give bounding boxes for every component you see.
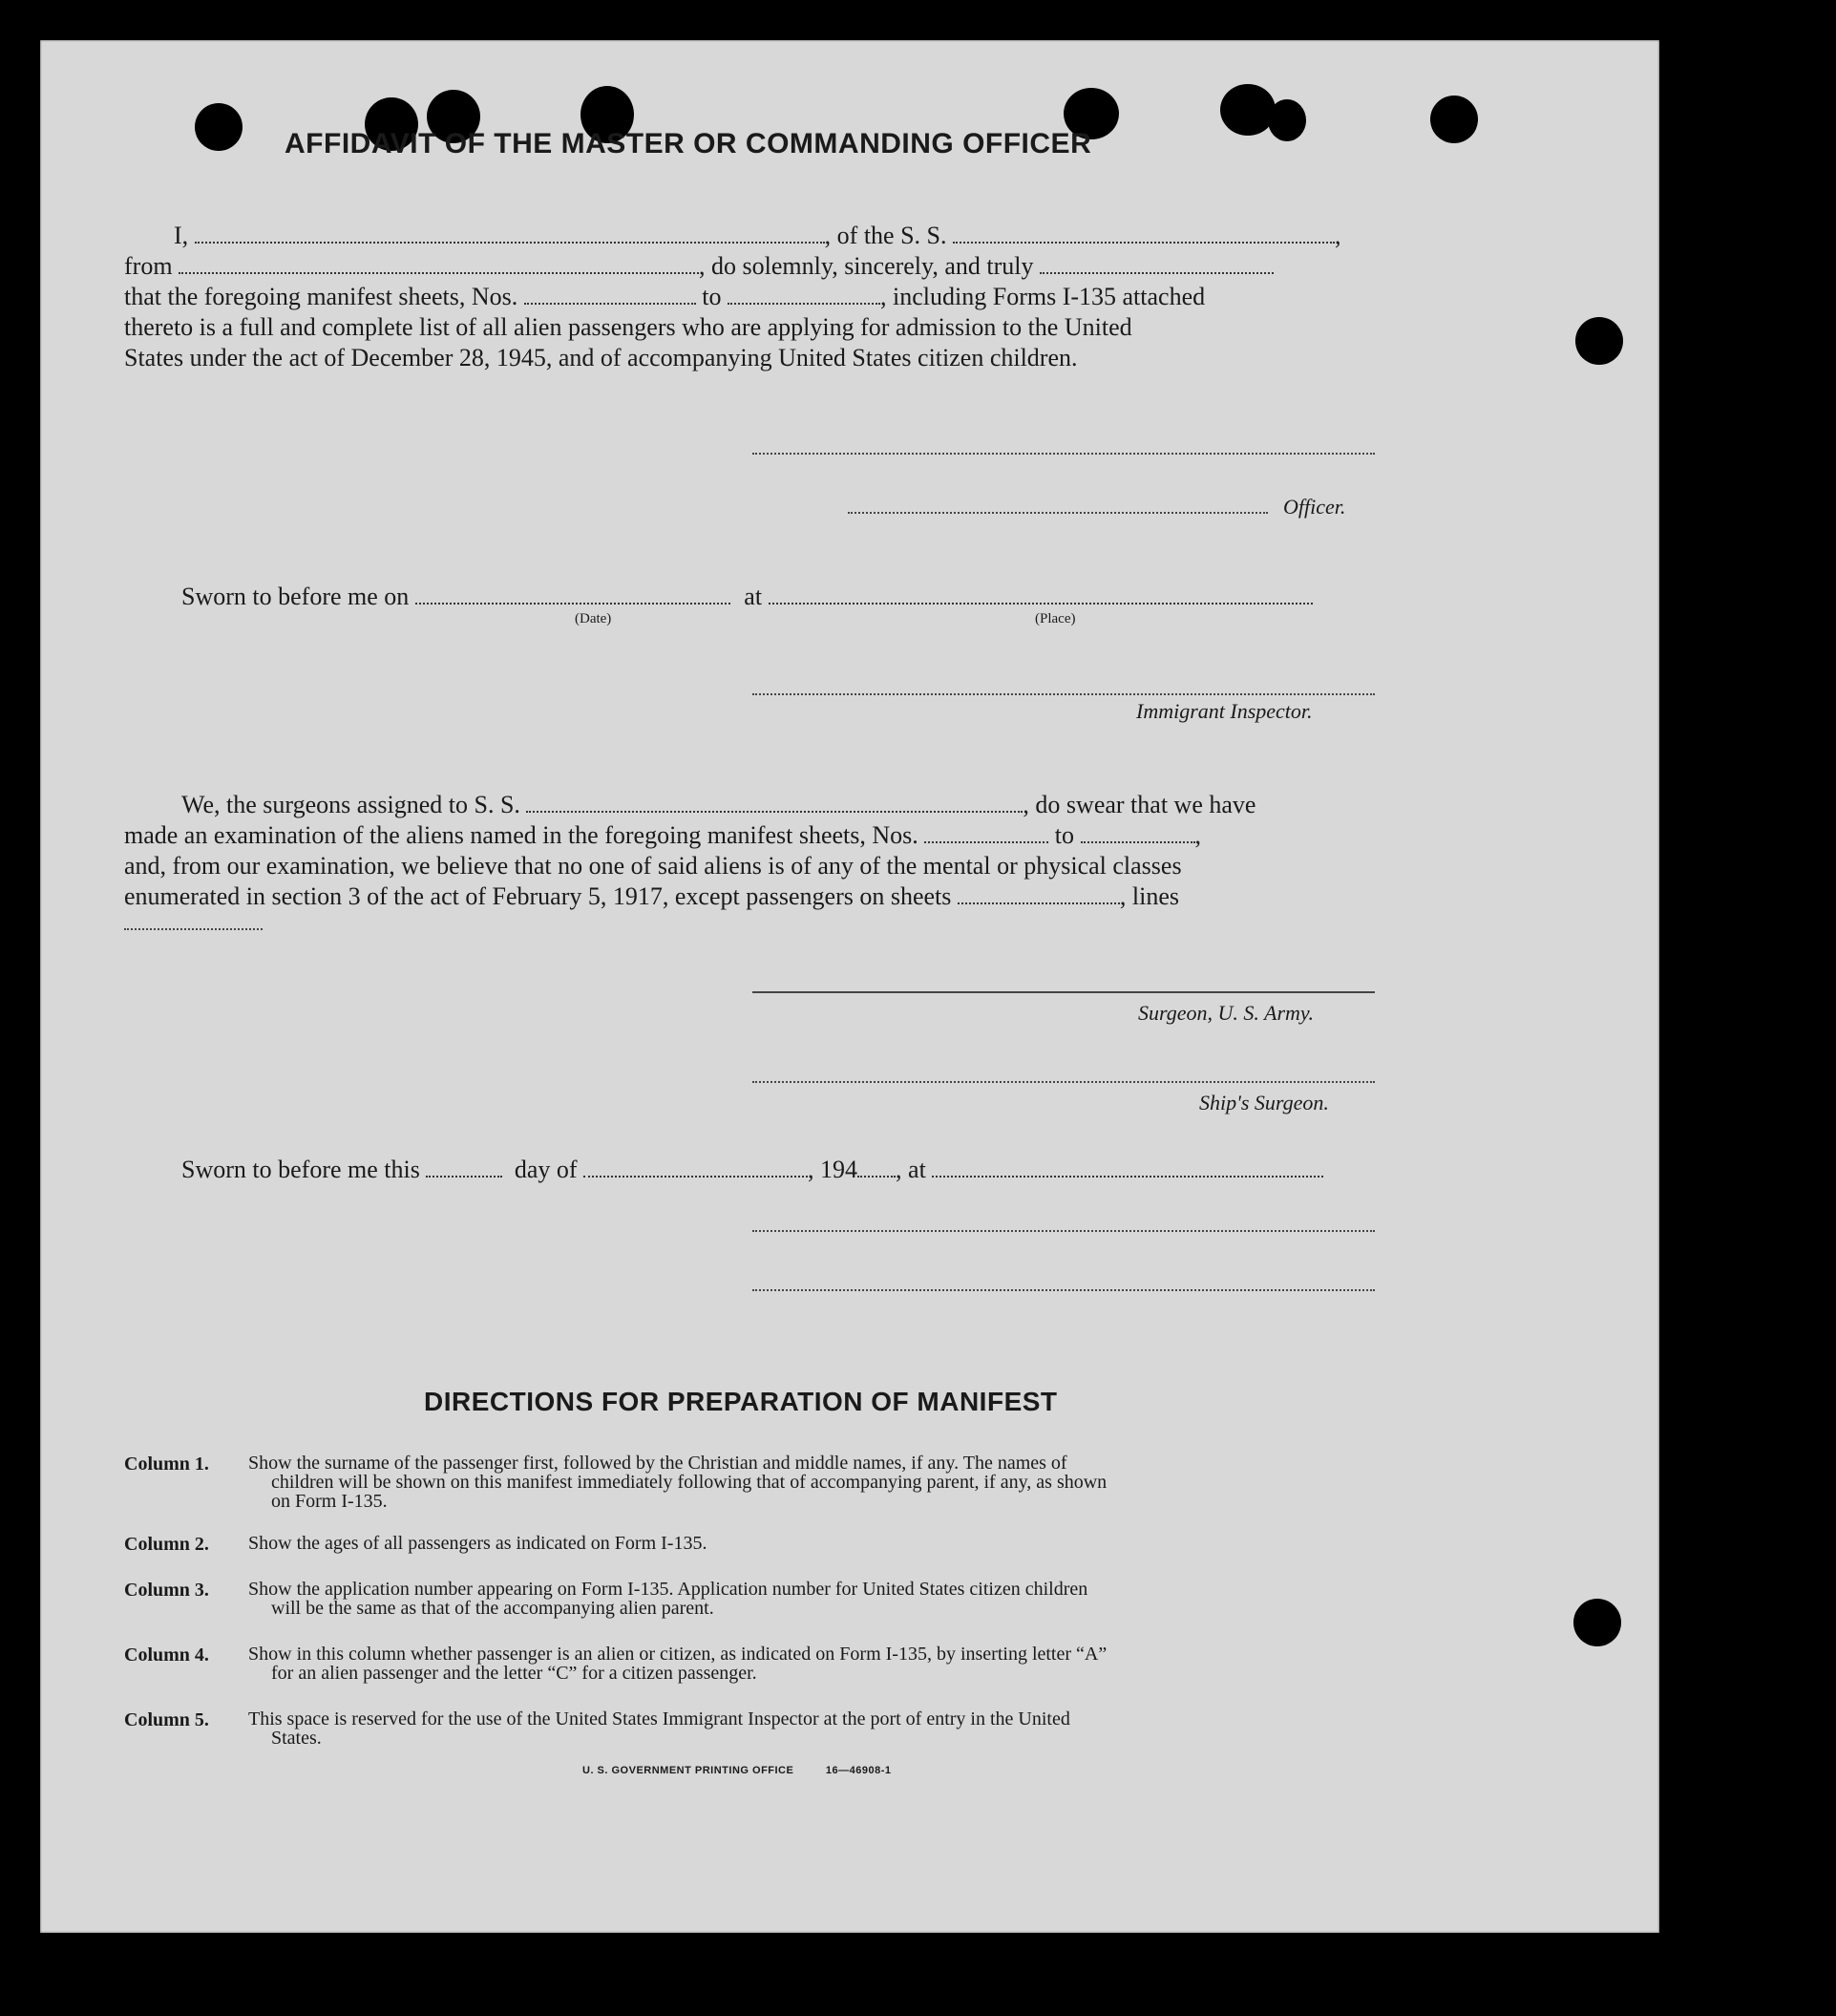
direction-column-text: for an alien passenger and the letter “C” for a citizen passenger. <box>271 1663 757 1684</box>
sworn-month-field[interactable] <box>583 1175 808 1178</box>
affidavit-line-2: from , do solemnly, sincerely, and truly <box>124 252 1274 281</box>
punch-hole <box>1220 84 1276 136</box>
except-sheets-field[interactable] <box>958 902 1120 904</box>
ship-name-field[interactable] <box>953 241 1335 244</box>
master-name-field[interactable] <box>195 241 825 244</box>
direction-column-text: Show the ages of all passengers as indicated on Form I-135. <box>248 1533 707 1554</box>
punch-hole <box>195 103 243 151</box>
surgeons-line-2: made an examination of the aliens named in the foregoing manifest sheets, Nos. to , <box>124 821 1201 849</box>
direction-column-label: Column 1. <box>124 1454 209 1475</box>
signature-line[interactable] <box>752 453 1375 455</box>
form-sheet <box>40 40 1659 1933</box>
punch-hole <box>1575 317 1623 365</box>
army-surgeon-caption: Surgeon, U. S. Army. <box>1138 1001 1314 1025</box>
affidavit-line-1: I, , of the S. S. , <box>174 222 1341 249</box>
direction-column-text: Show the application number appearing on Form I-135. Application number for United States citizen children <box>248 1579 1088 1600</box>
direction-column-text: This space is reserved for the use of the United States Immigrant Inspector at the port of entry in the United <box>248 1708 1070 1730</box>
surgeons-line-1: We, the surgeons assigned to S. S. , do swear that we have <box>181 791 1256 818</box>
surgeons-line-3: and, from our examination, we believe that no one of said aliens is of any of the mental or physical classes <box>124 852 1182 880</box>
officer-signature-line[interactable] <box>848 512 1268 514</box>
inspector-caption: Immigrant Inspector. <box>1136 699 1313 723</box>
direction-column-label: Column 5. <box>124 1709 209 1730</box>
except-lines-field[interactable] <box>124 928 263 930</box>
port-from-field[interactable] <box>179 271 699 274</box>
sheet-from-field[interactable] <box>524 302 696 305</box>
printer-imprint: U. S. GOVERNMENT PRINTING OFFICE 16—46908-1 <box>582 1765 892 1776</box>
direction-column-label: Column 3. <box>124 1580 209 1601</box>
surgeon-ship-field[interactable] <box>526 810 1023 813</box>
sworn-at-field[interactable] <box>932 1175 1323 1178</box>
direction-column-text: Show the surname of the passenger first, followed by the Christian and middle names, if any. The names of <box>248 1453 1067 1474</box>
surgeons-line-4: enumerated in section 3 of the act of February 5, 1917, except passengers on sheets , lines <box>124 882 1180 910</box>
affidavit-line-4: thereto is a full and complete list of all alien passengers who are applying for admission to the United <box>124 313 1132 341</box>
direction-column-text: children will be shown on this manifest immediately following that of accompanying parent, if any, as shown <box>271 1472 1108 1493</box>
surgeon-sheet-from-field[interactable] <box>924 840 1048 843</box>
sworn-date-field[interactable] <box>415 602 730 605</box>
place-caption: (Place) <box>1035 611 1076 626</box>
sworn-year-field[interactable] <box>857 1175 896 1178</box>
army-surgeon-signature-line[interactable] <box>752 991 1375 993</box>
sheet-to-field[interactable] <box>728 302 880 305</box>
affidavit-title: AFFIDAVIT OF THE MASTER OR COMMANDING OFFICER <box>285 128 1092 159</box>
sworn-day-field[interactable] <box>426 1175 502 1178</box>
punch-hole <box>1430 95 1478 143</box>
sworn-on-line: Sworn to before me on at <box>181 583 1313 611</box>
affidavit-line-3: that the foregoing manifest sheets, Nos. to , including Forms I-135 attached <box>124 283 1206 310</box>
directions-title: DIRECTIONS FOR PREPARATION OF MANIFEST <box>424 1387 1058 1416</box>
direction-column-text: on Form I-135. <box>271 1491 388 1512</box>
officer-caption: Officer. <box>1283 495 1346 519</box>
direction-column-text: States. <box>271 1728 322 1749</box>
ship-surgeon-caption: Ship's Surgeon. <box>1199 1091 1329 1114</box>
sworn-place-field[interactable] <box>769 602 1313 605</box>
declaration-field[interactable] <box>1040 271 1274 274</box>
surgeon-sheet-to-field[interactable] <box>1081 840 1195 843</box>
inspector-signature-line[interactable] <box>752 693 1375 695</box>
ship-surgeon-signature-line[interactable] <box>752 1081 1375 1083</box>
direction-column-text: Show in this column whether passenger is an alien or citizen, as indicated on Form I-135, by inserting letter “A” <box>248 1644 1108 1665</box>
affidavit-line-5: States under the act of December 28, 1945, and of accompanying United States citizen children. <box>124 344 1078 371</box>
sworn-this-line: Sworn to before me this day of , 194 , at <box>181 1156 1323 1184</box>
signature-line[interactable] <box>752 1289 1375 1291</box>
direction-column-text: will be the same as that of the accompanying alien parent. <box>271 1598 714 1619</box>
punch-hole <box>1573 1599 1621 1646</box>
date-caption: (Date) <box>575 611 612 626</box>
signature-line[interactable] <box>752 1230 1375 1232</box>
punch-hole <box>1268 99 1306 141</box>
direction-column-label: Column 2. <box>124 1534 209 1555</box>
direction-column-label: Column 4. <box>124 1645 209 1666</box>
